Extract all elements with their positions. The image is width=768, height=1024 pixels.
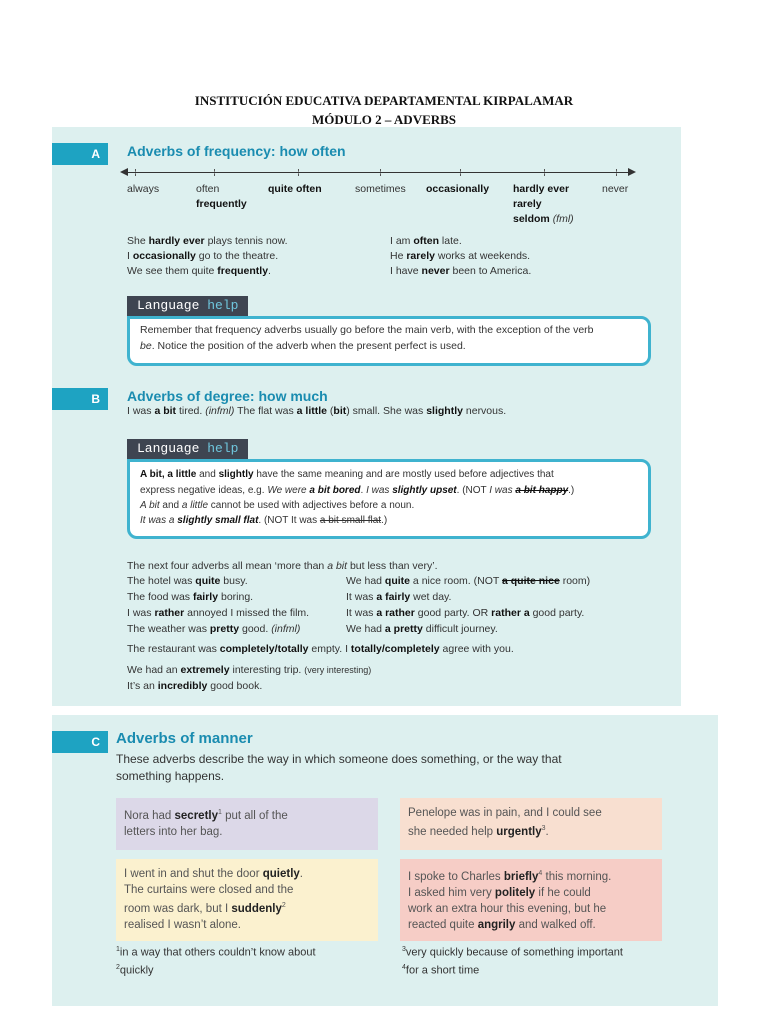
degree-left-4: The weather was pretty good. (infml) xyxy=(127,623,301,635)
scale-tick xyxy=(135,169,137,176)
section-c-tab: C xyxy=(52,731,108,753)
language-help-b-line1: A bit, a little and slightly have the same meaning and are mostly used before adjectives that xyxy=(140,469,554,480)
footnote-4: $^4$for a short time xyxy=(402,964,480,977)
footnote-2: $^2$quickly xyxy=(116,964,154,977)
degree-left-3: I was rather annoyed I missed the film. xyxy=(127,607,310,619)
scale-frequently: frequently xyxy=(196,198,247,210)
example-box-briefly: I spoke to Charles briefly$^4$ this morning. I asked him very politely if he could work an extra hour this evening, but he reacted quite angrily and walked off. xyxy=(400,859,662,941)
degree-right-3: It was a rather good party. OR rather a good party. xyxy=(346,607,585,619)
scale-quite-often: quite often xyxy=(268,183,322,195)
incredibly-example: It’s an incredibly good book. xyxy=(127,680,263,692)
scale-fml: (fml) xyxy=(552,213,574,225)
section-b-title: Adverbs of degree: how much xyxy=(127,388,328,404)
scale-tick xyxy=(214,169,216,176)
module-title: MÓDULO 2 – ADVERBS xyxy=(311,112,457,127)
example-a-left-2: I occasionally go to the theatre. xyxy=(127,250,279,262)
scale-tick xyxy=(460,169,462,176)
degree-right-2: It was a fairly wet day. xyxy=(346,591,452,603)
degree-left-2: The food was fairly boring. xyxy=(127,591,254,603)
degree-right-1: We had quite a nice room. (NOT a quite nice room) xyxy=(346,575,591,587)
scale-rarely: rarely xyxy=(513,198,542,210)
scale-occasionally: occasionally xyxy=(426,183,490,195)
school-name: INSTITUCIÓN EDUCATIVA DEPARTAMENTAL KIRPALAMAR xyxy=(194,93,574,108)
scale-tick xyxy=(380,169,382,176)
manner-intro-line2: something happens. xyxy=(116,769,225,783)
example-box-secretly: Nora had secretly$^1$ put all of the letters into her bag. xyxy=(116,798,378,850)
manner-intro-line1: These adverbs describe the way in which someone does something, or the way that xyxy=(116,752,562,766)
language-help-b-line2: express negative ideas, e.g. We were a bit bored. I was slightly upset. (NOT I was a bit happy.) xyxy=(140,485,575,496)
degree-left-1: The hotel was quite busy. xyxy=(127,575,248,587)
example-a-left-3: We see them quite frequently. xyxy=(127,265,271,277)
section-a-tab: A xyxy=(52,143,108,165)
degree-intro: I was a bit tired. (infml) The flat was a little (bit) small. She was slightly nervous. xyxy=(127,405,507,417)
completely-example: The restaurant was completely/totally empty. I totally/completely agree with you. xyxy=(127,643,514,655)
section-b-tab: B xyxy=(52,388,108,410)
section-a-title: Adverbs of frequency: how often xyxy=(127,143,346,159)
language-help-label-b: Language help xyxy=(127,439,248,459)
language-help-a-line2: be. Notice the position of the adverb when the present perfect is used. xyxy=(140,340,466,352)
language-help-b-line3: A bit and a little cannot be used with adjectives before a noun. xyxy=(140,500,415,511)
scale-tick xyxy=(616,169,618,176)
example-box-urgently: Penelope was in pain, and I could see she needed help urgently$^3$. xyxy=(400,798,662,850)
scale-right-arrow xyxy=(628,168,636,176)
scale-never: never xyxy=(602,183,629,195)
example-a-right-2: He rarely works at weekends. xyxy=(390,250,531,262)
language-help-a-line1: Remember that frequency adverbs usually go before the main verb, with the exception of the verb xyxy=(140,324,594,336)
section-c-title: Adverbs of manner xyxy=(116,730,253,747)
scale-always: always xyxy=(127,183,160,195)
scale-hardly-ever: hardly ever xyxy=(513,183,570,195)
example-box-quietly: I went in and shut the door quietly. The curtains were closed and the room was dark, but I suddenly$^2$ realised I wasn’t alone. xyxy=(116,859,378,941)
example-a-right-1: I am often late. xyxy=(390,235,462,247)
footnote-1: $^1$in a way that others couldn’t know about xyxy=(116,946,316,959)
example-a-left-1: She hardly ever plays tennis now. xyxy=(127,235,288,247)
scale-tick xyxy=(298,169,300,176)
footnote-3: $^3$very quickly because of something important xyxy=(402,946,623,959)
example-a-right-3: I have never been to America. xyxy=(390,265,532,277)
degree-right-4: We had a pretty difficult journey. xyxy=(346,623,498,635)
language-help-label-a: Language help xyxy=(127,296,248,316)
scale-seldom: seldom xyxy=(513,213,550,225)
extremely-example: We had an extremely interesting trip. (very interesting) xyxy=(127,664,372,676)
scale-tick xyxy=(544,169,546,176)
scale-often: often xyxy=(196,183,220,195)
language-help-b-line4: It was a slightly small flat. (NOT It was a bit small flat.) xyxy=(140,515,388,526)
scale-sometimes: sometimes xyxy=(355,183,406,195)
next-four-intro: The next four adverbs all mean ‘more than a bit but less than very’. xyxy=(127,560,438,572)
